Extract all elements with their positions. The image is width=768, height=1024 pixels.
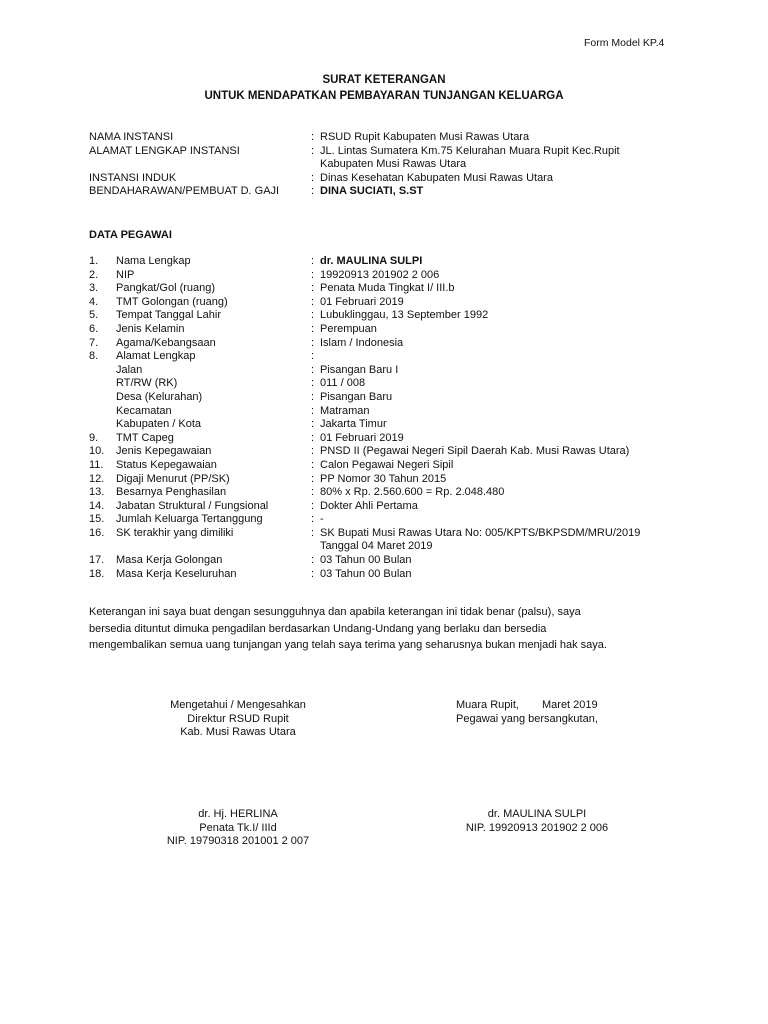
row-number: 11.: [89, 458, 104, 471]
approver-heading: [138, 699, 338, 740]
employee-sign-name: dr. MAULINA SULPI: [487, 808, 587, 820]
row-value: [320, 269, 689, 283]
row-label: NIP: [116, 268, 135, 281]
institution-address-row: [89, 145, 689, 172]
employee-sign-nip: NIP. 19920913 201902 2 006: [465, 821, 609, 834]
parent-institution-label: INSTANSI INDUK: [89, 171, 177, 184]
row-number: 2.: [89, 268, 99, 281]
statement-line: Keterangan ini saya buat dengan sesungguhnya dan apabila keterangan ini tidak benar (palsu), saya: [89, 606, 581, 618]
row-value: [320, 568, 689, 582]
row-value-line: Matraman: [320, 404, 370, 417]
colon: :: [311, 390, 315, 403]
approver-rank: Penata Tk.I/ IIId: [199, 821, 277, 834]
colon: :: [311, 431, 315, 444]
row-number: 8.: [89, 350, 99, 363]
employee-data-heading: DATA PEGAWAI: [89, 229, 172, 241]
row-value: [320, 323, 689, 337]
employee-data-row: [89, 500, 689, 514]
treasurer-label: BENDAHARAWAN/PEMBUAT D. GAJI: [89, 185, 280, 198]
date: Maret 2019: [542, 699, 598, 711]
row-number: 12.: [89, 472, 105, 485]
row-number: 7.: [89, 336, 99, 349]
approver-title-1: Mengetahui / Mengesahkan: [170, 699, 306, 711]
colon: :: [311, 486, 315, 499]
employee-data-row: [89, 473, 689, 487]
colon: :: [311, 513, 315, 526]
row-label: Jenis Kelamin: [116, 322, 185, 335]
statement-line: bersedia dituntut dimuka pengadilan berdasarkan Undang-Undang yang berlaku dan bersedia: [89, 622, 547, 635]
statement-line: mengembalikan semua uang tunjangan yang telah saya terima yang seharusnya bukan menjadi hak saya.: [89, 639, 607, 651]
row-label: Jalan: [116, 363, 143, 376]
row-value-line: Jakarta Timur: [320, 418, 387, 431]
row-value: [320, 364, 689, 378]
row-value: [320, 418, 689, 432]
colon: :: [311, 144, 315, 157]
row-label: Kecamatan: [116, 404, 172, 417]
row-value-line: 80% x Rp. 2.560.600 = Rp. 2.048.480: [320, 486, 505, 499]
row-label: Status Kepegawaian: [116, 458, 217, 471]
approver-name: dr. Hj. HERLINA: [198, 808, 278, 820]
row-value-line: Calon Pegawai Negeri Sipil: [320, 458, 454, 471]
row-label: Jumlah Keluarga Tertanggung: [116, 513, 263, 526]
colon: :: [311, 282, 315, 295]
row-value-line: Pisangan Baru: [320, 390, 393, 403]
institution-address-label: ALAMAT LENGKAP INSTANSI: [89, 144, 240, 157]
row-label: Nama Lengkap: [116, 255, 191, 267]
row-value: [320, 554, 689, 568]
colon: :: [311, 350, 315, 363]
colon: :: [311, 336, 315, 349]
row-value: [320, 337, 689, 351]
row-label: TMT Capeg: [116, 431, 174, 444]
employee-data-row: [89, 568, 689, 582]
employee-data-row: [89, 296, 689, 310]
row-value-line: 19920913 201902 2 006: [320, 268, 440, 281]
colon: :: [311, 377, 315, 390]
row-number: 18.: [89, 567, 105, 580]
row-label: SK terakhir yang dimiliki: [116, 526, 234, 539]
colon: :: [311, 255, 315, 267]
employee-data-row: [89, 269, 689, 283]
row-number: 5.: [89, 309, 99, 322]
employee-data-row: [89, 391, 689, 405]
row-value: [320, 255, 689, 269]
employee-data-list: [89, 255, 689, 581]
employee-data-row: [89, 527, 689, 554]
institution-name-value: RSUD Rupit Kabupaten Musi Rawas Utara: [320, 131, 530, 143]
employee-signature-block: [426, 808, 648, 835]
row-label: Jabatan Struktural / Fungsional: [116, 499, 269, 512]
row-number: 16.: [89, 526, 105, 539]
employee-data-row: [89, 309, 689, 323]
row-number: 10.: [89, 445, 105, 458]
employee-data-row: [89, 405, 689, 419]
employee-sign-title: Pegawai yang bersangkutan,: [456, 712, 598, 725]
place-date-row: [456, 699, 676, 713]
employee-data-row: [89, 377, 689, 391]
row-label: Besarnya Penghasilan: [116, 486, 227, 499]
document-subtitle: UNTUK MENDAPATKAN PEMBAYARAN TUNJANGAN KELUARGA: [204, 90, 564, 102]
colon: :: [311, 363, 315, 376]
row-label: Jenis Kepegawaian: [116, 445, 212, 458]
row-number: 17.: [89, 554, 105, 567]
colon: :: [311, 171, 315, 184]
row-value-line-2: Tanggal 04 Maret 2019: [320, 540, 433, 553]
row-value-line: Dokter Ahli Pertama: [320, 499, 418, 512]
employee-data-row: [89, 554, 689, 568]
row-label: RT/RW (RK): [116, 377, 178, 390]
row-label: Tempat Tanggal Lahir: [116, 309, 221, 322]
treasurer-row: [89, 185, 689, 199]
colon: :: [311, 458, 315, 471]
row-value-line: Pisangan Baru I: [320, 363, 399, 376]
row-label: Alamat Lengkap: [116, 350, 196, 363]
colon: :: [311, 295, 315, 308]
row-value-line: 01 Februari 2019: [320, 295, 404, 308]
row-label: Desa (Kelurahan): [116, 390, 203, 403]
treasurer-value: DINA SUCIATI, S.ST: [320, 185, 424, 198]
row-value: [320, 486, 689, 500]
row-label: Masa Kerja Golongan: [116, 554, 223, 567]
colon: :: [311, 322, 315, 335]
institution-address-line-1: JL. Lintas Sumatera Km.75 Kelurahan Muara Rupit Kec.Rupit: [320, 144, 620, 157]
row-value: [320, 500, 689, 514]
institution-name-row: [89, 131, 689, 145]
employee-data-row: [89, 486, 689, 500]
employee-data-row: [89, 418, 689, 432]
employee-data-row: [89, 255, 689, 269]
parent-institution-value: Dinas Kesehatan Kabupaten Musi Rawas Utara: [320, 171, 553, 184]
row-value: [320, 377, 689, 391]
row-value: [320, 513, 689, 527]
row-label: Agama/Kebangsaan: [116, 336, 216, 349]
employee-data-row: [89, 350, 689, 364]
row-number: 14.: [89, 499, 105, 512]
employee-data-row: [89, 445, 689, 459]
approver-title-3: Kab. Musi Rawas Utara: [180, 726, 296, 739]
row-number: 3.: [89, 282, 99, 295]
row-value-line: 01 Februari 2019: [320, 431, 404, 444]
colon: :: [311, 472, 315, 485]
employee-data-row: [89, 459, 689, 473]
row-value-line: -: [320, 513, 324, 526]
row-label: Digaji Menurut (PP/SK): [116, 472, 230, 485]
row-label: Pangkat/Gol (ruang): [116, 282, 216, 295]
row-label: TMT Golongan (ruang): [116, 295, 228, 308]
document-title: SURAT KETERANGAN: [322, 74, 446, 86]
employee-data-row: [89, 432, 689, 446]
colon: :: [311, 418, 315, 431]
employee-sign-heading: [456, 699, 676, 726]
row-value: [320, 445, 689, 459]
institution-name-label: NAMA INSTANSI: [89, 131, 174, 143]
row-label: Masa Kerja Keseluruhan: [116, 567, 237, 580]
row-value: [320, 527, 689, 554]
row-value-line: PNSD II (Pegawai Negeri Sipil Daerah Kab. Musi Rawas Utara): [320, 445, 630, 458]
place: Muara Rupit,: [456, 699, 519, 711]
colon: :: [311, 309, 315, 322]
approver-nip: NIP. 19790318 201001 2 007: [166, 835, 310, 848]
colon: :: [311, 567, 315, 580]
colon: :: [311, 185, 315, 198]
row-number: 9.: [89, 431, 99, 444]
approver-title-2: Direktur RSUD Rupit: [187, 712, 289, 725]
institution-info: [89, 131, 689, 199]
row-value: [320, 432, 689, 446]
employee-data-row: [89, 282, 689, 296]
colon: :: [311, 526, 315, 539]
parent-institution-row: [89, 172, 689, 186]
row-value-line: SK Bupati Musi Rawas Utara No: 005/KPTS/BKPSDM/MRU/2019: [320, 526, 641, 539]
colon: :: [311, 554, 315, 567]
row-value-line: Perempuan: [320, 322, 377, 335]
row-number: 4.: [89, 295, 99, 308]
row-value: [320, 473, 689, 487]
row-value: [320, 309, 689, 323]
row-value-line: Penata Muda Tingkat I/ III.b: [320, 282, 455, 295]
row-value: [320, 391, 689, 405]
approver-signature-block: [138, 808, 338, 849]
row-value-line: PP Nomor 30 Tahun 2015: [320, 472, 447, 485]
statement-paragraph: [89, 604, 689, 654]
employee-data-row: [89, 513, 689, 527]
institution-address-value: [320, 145, 689, 172]
row-value-line: 03 Tahun 00 Bulan: [320, 554, 412, 567]
institution-address-line-2: Kabupaten Musi Rawas Utara: [320, 158, 467, 171]
row-number: 13.: [89, 486, 105, 499]
colon: :: [311, 268, 315, 281]
row-value-line: 03 Tahun 00 Bulan: [320, 567, 412, 580]
row-value: [320, 296, 689, 310]
row-number: 15.: [89, 513, 105, 526]
row-number: 1.: [89, 255, 99, 267]
row-value-line: Lubuklinggau, 13 September 1992: [320, 309, 489, 322]
colon: :: [311, 131, 315, 143]
employee-data-row: [89, 364, 689, 378]
row-value: [320, 405, 689, 419]
colon: :: [311, 499, 315, 512]
form-code: Form Model KP.4: [584, 37, 665, 49]
colon: :: [311, 445, 315, 458]
row-value-line: Islam / Indonesia: [320, 336, 404, 349]
row-label: Kabupaten / Kota: [116, 418, 202, 431]
colon: :: [311, 404, 315, 417]
employee-data-row: [89, 323, 689, 337]
row-value-line: 011 / 008: [320, 377, 366, 390]
employee-data-row: [89, 337, 689, 351]
row-value: [320, 282, 689, 296]
row-value-line: dr. MAULINA SULPI: [320, 255, 423, 267]
row-number: 6.: [89, 322, 99, 335]
row-value: [320, 459, 689, 473]
